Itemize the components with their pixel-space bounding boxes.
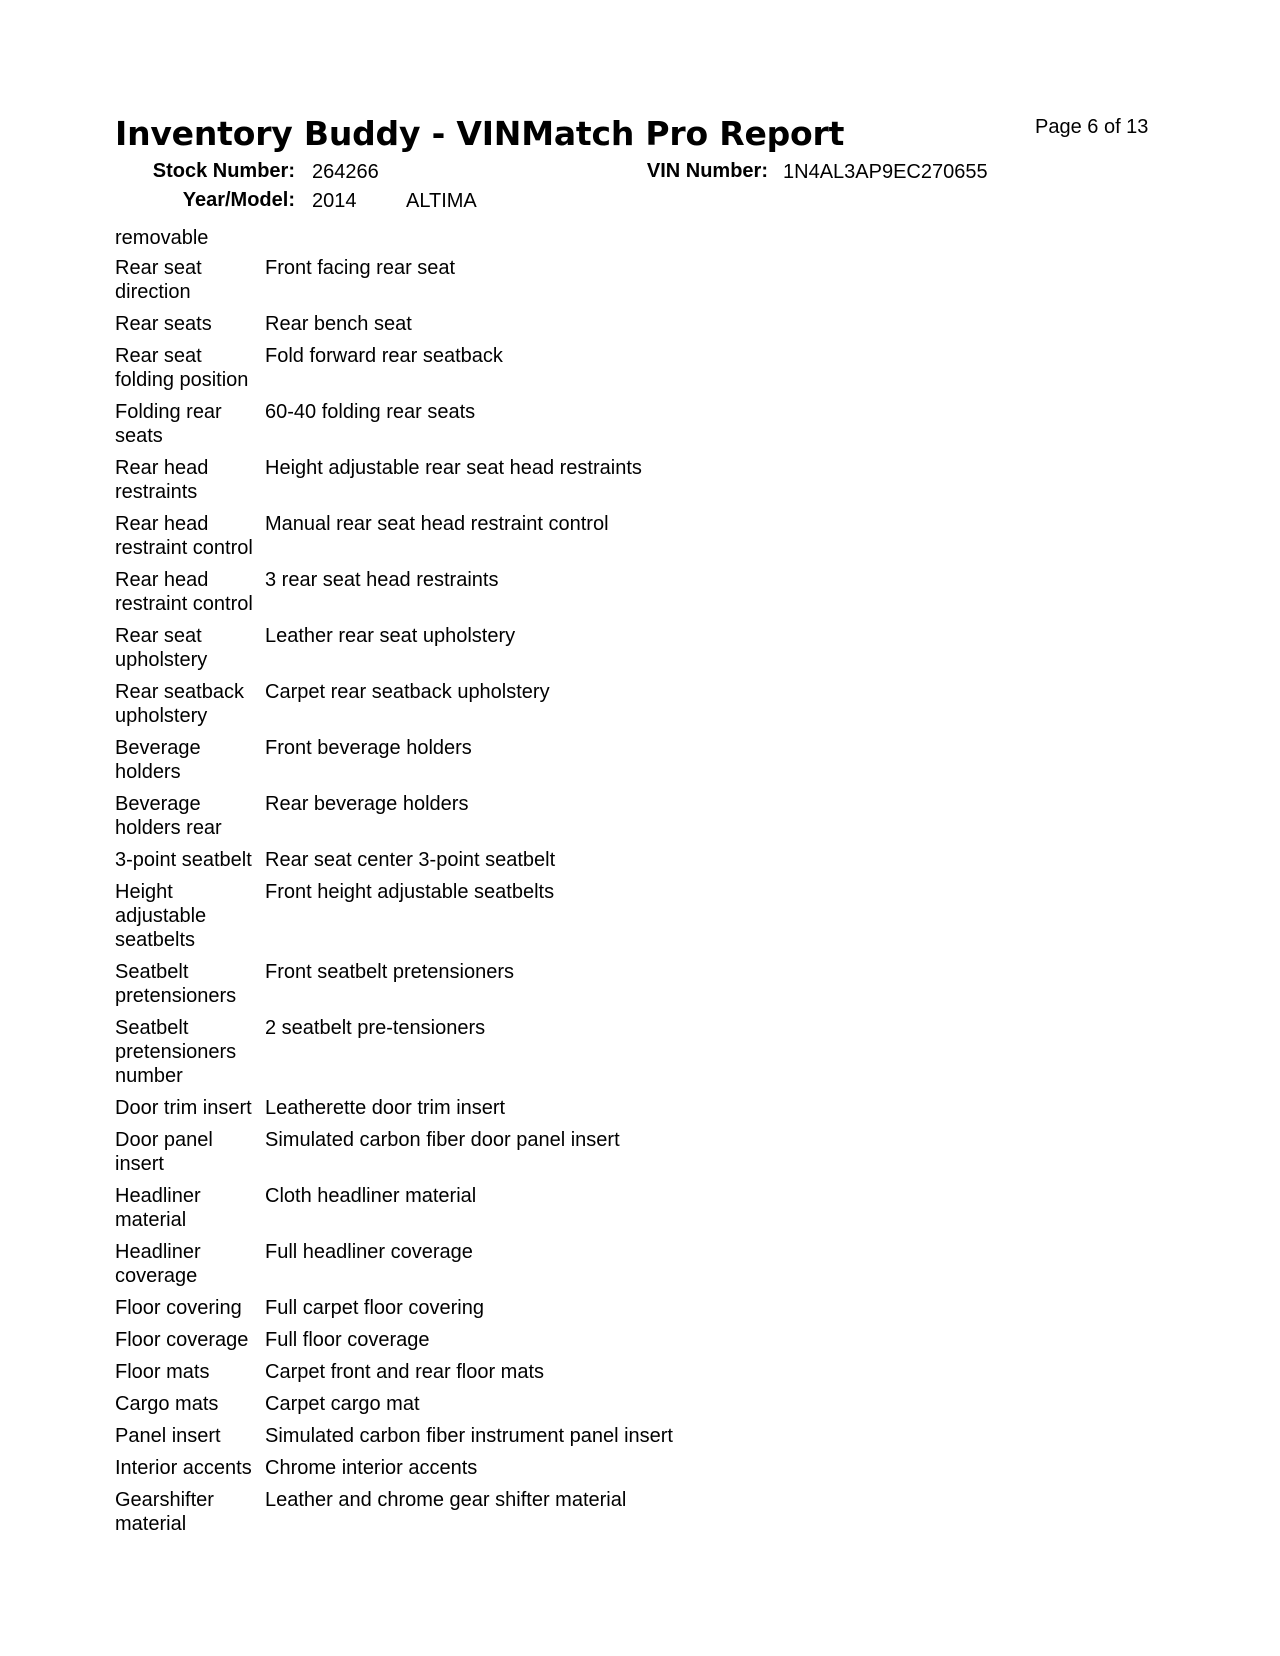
year-value: 2014 [312,190,357,212]
stock-number-label: Stock Number: [152,160,295,182]
feature-value [265,226,1015,250]
feature-value: Front facing rear seat [265,257,456,279]
feature-value: Leather rear seat upholstery [265,625,516,647]
feature-row [115,344,1015,392]
feature-label: Seatbelt pretensioners [115,961,237,1007]
vin-number-value: 1N4AL3AP9EC270655 [783,161,988,183]
feature-label: Headliner coverage [115,1241,201,1287]
feature-row [115,226,1015,250]
feature-value: Full headliner coverage [265,1241,473,1263]
feature-value: 2 seatbelt pre-tensioners [265,1017,486,1039]
feature-list [115,226,1015,1544]
page-number: Page 6 of 13 [1035,116,1149,138]
feature-row [115,456,1015,504]
feature-row [115,400,1015,448]
feature-label: Gearshifter material [115,1489,214,1535]
feature-value: Carpet front and rear floor mats [265,1361,545,1383]
feature-label: Rear seats [115,313,212,335]
stock-number-value: 264266 [312,161,379,183]
report-title: Inventory Buddy - VINMatch Pro Report [115,114,845,153]
feature-label: Interior accents [115,1457,252,1479]
model-value: ALTIMA [406,190,477,212]
feature-label: removable [115,227,209,249]
feature-value: Chrome interior accents [265,1457,478,1479]
feature-label: Rear seat direction [115,257,202,303]
feature-label: Height adjustable seatbelts [115,881,207,951]
feature-label: Door trim insert [115,1097,252,1119]
feature-value: Front beverage holders [265,737,472,759]
feature-label: Rear seat upholstery [115,625,208,671]
feature-row [115,848,1015,872]
feature-label: Headliner material [115,1185,201,1231]
feature-value: Rear bench seat [265,313,412,335]
feature-label: Folding rear seats [115,401,222,447]
feature-label: Beverage holders rear [115,793,222,839]
feature-label: Cargo mats [115,1393,219,1415]
feature-label: Floor mats [115,1361,210,1383]
feature-row [115,1456,1015,1480]
feature-row [115,960,1015,1008]
feature-row [115,880,1015,952]
feature-value: Fold forward rear seatback [265,345,503,367]
feature-label: 3-point seatbelt [115,849,252,871]
feature-row [115,568,1015,616]
feature-row [115,512,1015,560]
feature-label: Rear seat folding position [115,345,249,391]
feature-row [115,680,1015,728]
feature-label: Seatbelt pretensioners number [115,1017,237,1087]
feature-row [115,1296,1015,1320]
vin-number-label: VIN Number: [646,160,768,182]
feature-value: Leather and chrome gear shifter material [265,1489,627,1511]
feature-value: Height adjustable rear seat head restraints [265,457,642,479]
feature-value: Carpet cargo mat [265,1393,420,1415]
feature-value: Full carpet floor covering [265,1297,484,1319]
feature-label: Floor covering [115,1297,242,1319]
feature-value: Carpet rear seatback upholstery [265,681,550,703]
feature-row [115,792,1015,840]
feature-label: Beverage holders [115,737,201,783]
feature-row [115,1328,1015,1352]
feature-value: Rear beverage holders [265,793,469,815]
feature-row [115,1096,1015,1120]
feature-label: Rear seatback upholstery [115,681,244,727]
feature-label: Door panel insert [115,1129,213,1175]
feature-value: 3 rear seat head restraints [265,569,499,591]
feature-row [115,312,1015,336]
feature-value: Front height adjustable seatbelts [265,881,555,903]
feature-row [115,1488,1015,1536]
feature-row [115,736,1015,784]
feature-value: Leatherette door trim insert [265,1097,506,1119]
feature-row [115,1360,1015,1384]
feature-value: Simulated carbon fiber door panel insert [265,1129,620,1151]
feature-row [115,1240,1015,1288]
feature-row [115,256,1015,304]
feature-value: Simulated carbon fiber instrument panel insert [265,1425,673,1447]
feature-value: 60-40 folding rear seats [265,401,476,423]
feature-label: Floor coverage [115,1329,249,1351]
feature-row [115,1016,1015,1088]
feature-value: Full floor coverage [265,1329,430,1351]
feature-label: Rear head restraints [115,457,209,503]
feature-row [115,1184,1015,1232]
feature-label: Rear head restraint control [115,513,253,559]
feature-value: Manual rear seat head restraint control [265,513,609,535]
feature-value: Front seatbelt pretensioners [265,961,515,983]
feature-label: Panel insert [115,1425,221,1447]
feature-row [115,1392,1015,1416]
feature-value: Rear seat center 3-point seatbelt [265,849,556,871]
feature-row [115,1128,1015,1176]
feature-row [115,624,1015,672]
feature-label: Rear head restraint control [115,569,253,615]
feature-value: Cloth headliner material [265,1185,477,1207]
feature-row [115,1424,1015,1448]
year-model-label: Year/Model: [182,189,295,211]
